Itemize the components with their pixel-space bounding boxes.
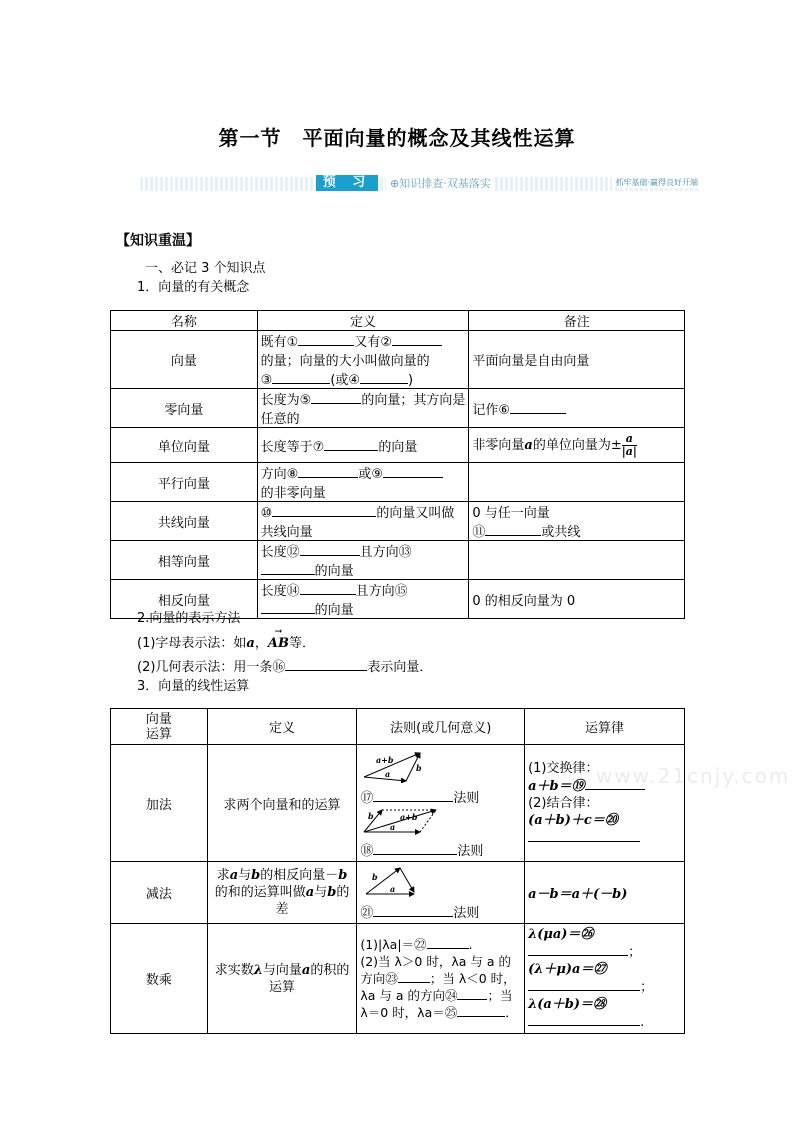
rule-suffix: 法则 bbox=[453, 906, 480, 921]
blank-17[interactable] bbox=[373, 789, 453, 802]
row-note bbox=[469, 463, 685, 502]
def-text: 且方向⑮ bbox=[355, 584, 408, 599]
vector-a: a bbox=[524, 437, 533, 453]
section-banner bbox=[140, 173, 700, 195]
op-definition: 求两个向量和的运算 bbox=[207, 745, 357, 862]
label-a: a bbox=[390, 822, 396, 832]
blank-10[interactable] bbox=[272, 504, 376, 517]
rule-text: . bbox=[468, 937, 473, 952]
rule-text: ；当 λ＝0 时，λa＝㉕ bbox=[360, 988, 513, 1020]
blank-20[interactable] bbox=[528, 829, 640, 842]
row-note bbox=[469, 428, 685, 463]
table-row bbox=[111, 862, 685, 924]
blank-13[interactable] bbox=[261, 562, 315, 575]
def-text: 或⑨ bbox=[358, 467, 383, 482]
blank-14[interactable] bbox=[300, 582, 356, 595]
lambda: λ bbox=[253, 962, 263, 978]
blank-25[interactable] bbox=[457, 1004, 505, 1017]
def-text: 既有① bbox=[260, 335, 299, 350]
blank-23[interactable] bbox=[398, 970, 430, 983]
row-name: 平行向量 bbox=[111, 463, 258, 502]
vector-ab bbox=[267, 627, 289, 651]
row-definition bbox=[257, 463, 469, 502]
subsection-2-title: 2.向量的表示方法 bbox=[137, 611, 241, 626]
rule-text: (1)|λa|＝㉒ bbox=[360, 937, 427, 952]
table-header-row bbox=[111, 709, 685, 745]
op-rule bbox=[357, 745, 525, 862]
label-a-plus-b: a+b bbox=[376, 755, 394, 765]
subsection-1-title: 1．向量的有关概念 bbox=[137, 280, 250, 295]
section-heading: 【知识重温】 bbox=[116, 233, 200, 249]
blank-21[interactable] bbox=[373, 904, 453, 917]
subsection-3-title: 3．向量的线性运算 bbox=[137, 679, 250, 694]
row-name: 零向量 bbox=[111, 389, 258, 428]
label-b: b bbox=[372, 872, 378, 882]
def-text: 的向量；其方向是任意的 bbox=[260, 393, 466, 427]
op-rule bbox=[357, 924, 525, 1034]
table-row bbox=[111, 745, 685, 862]
note-text: 非零向量 bbox=[472, 437, 525, 453]
law-formula: a＋b＝⑲ bbox=[528, 778, 585, 794]
blank-28[interactable] bbox=[528, 1013, 640, 1026]
row-name: 向量 bbox=[111, 331, 258, 389]
rule-text: (2)当 λ＞0 时，λa 与 a 的方向㉓ bbox=[360, 954, 511, 986]
rule-text: ． bbox=[505, 1005, 518, 1020]
blank-12[interactable] bbox=[300, 543, 360, 556]
law-text: (1)交换律： bbox=[528, 760, 599, 776]
header-operation: 向量 运算 bbox=[111, 709, 208, 745]
def-text: 的差 bbox=[275, 885, 350, 917]
def-text: 长度⑭ bbox=[260, 584, 300, 599]
law-formula: (λ＋μ)a＝㉗ bbox=[528, 962, 607, 977]
table-row bbox=[111, 924, 685, 1034]
def-text: 又有② bbox=[354, 335, 392, 350]
representation-2 bbox=[137, 656, 432, 675]
table-header-row bbox=[111, 311, 685, 331]
concepts-table bbox=[110, 310, 685, 619]
op-definition bbox=[207, 924, 357, 1034]
blank-22[interactable] bbox=[427, 936, 469, 949]
table-row bbox=[111, 502, 685, 541]
row-note bbox=[469, 541, 685, 580]
law-formula: λ(a＋b)＝㉘ bbox=[528, 997, 607, 1012]
def-text: 与 bbox=[238, 868, 252, 883]
header-name: 名称 bbox=[111, 311, 258, 331]
law-punct: . bbox=[640, 1015, 645, 1030]
row-name: 共线向量 bbox=[111, 502, 258, 541]
rep-text: (2)几何表示法：用一条⑯ bbox=[137, 660, 286, 675]
table-row bbox=[111, 541, 685, 580]
def-text: 的非零向量 bbox=[260, 486, 326, 501]
table-row bbox=[111, 428, 685, 463]
blank-3[interactable] bbox=[272, 371, 330, 384]
row-definition bbox=[257, 541, 469, 580]
rep-text: 等． bbox=[288, 636, 315, 651]
def-text: ⑩ bbox=[260, 506, 273, 521]
dashed-side bbox=[420, 810, 436, 832]
watermark: www.21cnjy.com bbox=[596, 764, 791, 788]
part-one-title: 一、必记 3 个知识点 bbox=[145, 261, 266, 276]
header-law: 运算律 bbox=[525, 709, 685, 745]
label-a: a bbox=[390, 884, 396, 894]
law-punct: ； bbox=[628, 945, 642, 960]
row-definition bbox=[257, 331, 469, 389]
vector-a: a bbox=[246, 636, 255, 651]
table-row bbox=[111, 389, 685, 428]
op-law bbox=[525, 924, 685, 1034]
label-b: b bbox=[416, 763, 422, 773]
op-name: 数乘 bbox=[111, 924, 208, 1034]
fraction-denominator: |a| bbox=[621, 444, 637, 458]
law-text: (2)结合律： bbox=[528, 795, 599, 811]
vector-b: b bbox=[338, 868, 348, 883]
rep-text: 表示向量． bbox=[367, 660, 433, 675]
def-text: ③ bbox=[260, 373, 273, 388]
row-note bbox=[469, 389, 685, 428]
vector-ab-label: AB bbox=[267, 636, 289, 651]
rep-text: ， bbox=[254, 636, 268, 651]
rule-number: ⑰ bbox=[360, 791, 374, 806]
rule-suffix: 法则 bbox=[457, 844, 484, 859]
linear-operations-table bbox=[110, 708, 685, 1034]
vector-a: a bbox=[305, 885, 315, 900]
law-punct: ； bbox=[640, 980, 654, 995]
blank-18[interactable] bbox=[373, 842, 457, 855]
row-definition bbox=[257, 502, 469, 541]
fraction-numerator: a bbox=[622, 433, 637, 446]
label-a: a bbox=[385, 769, 391, 779]
row-name: 相反向量 bbox=[111, 580, 258, 619]
banner-right-text: 抓牢基础·赢得良好开端 bbox=[612, 177, 698, 188]
def-text: ) bbox=[408, 373, 414, 388]
blank-24[interactable] bbox=[457, 987, 487, 1000]
law-formula: λ(μa)＝㉖ bbox=[528, 927, 594, 942]
header-definition: 定义 bbox=[207, 709, 357, 745]
arrow-icon: → bbox=[274, 627, 283, 637]
blank-1[interactable] bbox=[298, 333, 354, 346]
blank-2[interactable] bbox=[392, 333, 442, 346]
def-text: 方向⑧ bbox=[260, 467, 299, 482]
def-text: 与向量 bbox=[262, 962, 302, 978]
def-text: 长度为⑤ bbox=[260, 393, 312, 408]
representation-1 bbox=[137, 627, 315, 651]
blank-5[interactable] bbox=[311, 391, 361, 404]
rule-text: ；当 λ＜0 时，λa 与 a 的方向㉔ bbox=[360, 971, 516, 1003]
row-note: 平面向量是自由向量 bbox=[469, 331, 685, 389]
table-row bbox=[111, 331, 685, 389]
subtraction-rule-diagram bbox=[360, 864, 430, 898]
row-name: 相等向量 bbox=[111, 541, 258, 580]
banner-tag: 预 习 bbox=[316, 175, 378, 191]
blank-15[interactable] bbox=[261, 601, 315, 614]
rule-number: ㉑ bbox=[360, 906, 374, 921]
header-rule: 法则(或几何意义) bbox=[357, 709, 525, 745]
def-text: 的向量 bbox=[314, 564, 354, 579]
row-name: 单位向量 bbox=[111, 428, 258, 463]
blank-26[interactable] bbox=[528, 943, 628, 956]
def-text: 长度等于⑦ bbox=[260, 439, 325, 455]
blank-4[interactable] bbox=[360, 371, 408, 384]
def-text: 的向量 bbox=[378, 439, 418, 455]
row-definition bbox=[257, 428, 469, 463]
def-text: 的积的运算 bbox=[269, 962, 350, 995]
blank-16[interactable] bbox=[285, 658, 367, 671]
def-text: 且方向⑬ bbox=[359, 545, 412, 560]
op-law bbox=[525, 745, 685, 862]
def-text: 与 bbox=[314, 885, 328, 900]
blank-8[interactable] bbox=[298, 465, 358, 478]
law-formula: (a＋b)＋c＝⑳ bbox=[528, 812, 618, 828]
header-definition: 定义 bbox=[257, 311, 469, 331]
header-note: 备注 bbox=[469, 311, 685, 331]
row-note: 0 的相反向量为 0 bbox=[469, 580, 685, 619]
def-text: 的量；向量的大小叫做向量的 bbox=[260, 354, 430, 369]
note-text: 记作⑥ bbox=[472, 402, 511, 418]
rule-suffix: 法则 bbox=[453, 791, 480, 806]
vector-a-minus-b-line bbox=[400, 868, 414, 892]
def-text: 的相反向量－ bbox=[260, 868, 339, 883]
triangle-rule-diagram bbox=[360, 747, 435, 783]
page-title: 第一节 平面向量的概念及其线性运算 bbox=[218, 126, 576, 150]
rep-text: (1)字母表示法：如 bbox=[137, 636, 247, 651]
unit-vector-fraction bbox=[622, 433, 637, 458]
blank-9[interactable] bbox=[383, 465, 443, 478]
label-b: b bbox=[368, 811, 374, 821]
def-text: 的向量 bbox=[314, 603, 354, 618]
op-name: 减法 bbox=[111, 862, 208, 924]
def-text: 求实数 bbox=[214, 962, 254, 978]
vector-a: a bbox=[229, 868, 239, 883]
def-text: 的向量又叫做共线向量 bbox=[260, 506, 455, 540]
def-text: 长度⑫ bbox=[260, 545, 300, 560]
blank-6[interactable] bbox=[510, 401, 566, 414]
blank-27[interactable] bbox=[528, 978, 640, 991]
blank-11[interactable] bbox=[485, 523, 541, 536]
op-name: 加法 bbox=[111, 745, 208, 862]
blank-7[interactable] bbox=[324, 438, 378, 451]
vector-a: a bbox=[301, 962, 311, 978]
note-text: 0 与任一向量 bbox=[472, 506, 550, 521]
op-law: a－b＝a＋(－b) bbox=[525, 862, 685, 924]
row-definition bbox=[257, 389, 469, 428]
op-definition bbox=[207, 862, 357, 924]
def-text: 的和的运算叫做 bbox=[214, 885, 306, 900]
def-text: (或④ bbox=[330, 373, 361, 388]
vector-b: b bbox=[251, 868, 261, 883]
def-text: 求 bbox=[216, 868, 230, 883]
note-text: 的单位向量为± bbox=[532, 437, 622, 453]
row-note bbox=[469, 502, 685, 541]
row-definition bbox=[257, 580, 469, 619]
label-a-plus-b: a+b bbox=[400, 812, 418, 822]
banner-subtitle: ⊕知识排查·双基落实 bbox=[386, 176, 495, 192]
rule-number: ⑱ bbox=[360, 844, 374, 859]
note-text: ⑪ bbox=[472, 525, 486, 540]
note-text: 或共线 bbox=[541, 525, 581, 540]
op-rule bbox=[357, 862, 525, 924]
parallelogram-rule-diagram bbox=[360, 806, 440, 836]
vector-b: b bbox=[327, 885, 337, 900]
table-row bbox=[111, 463, 685, 502]
